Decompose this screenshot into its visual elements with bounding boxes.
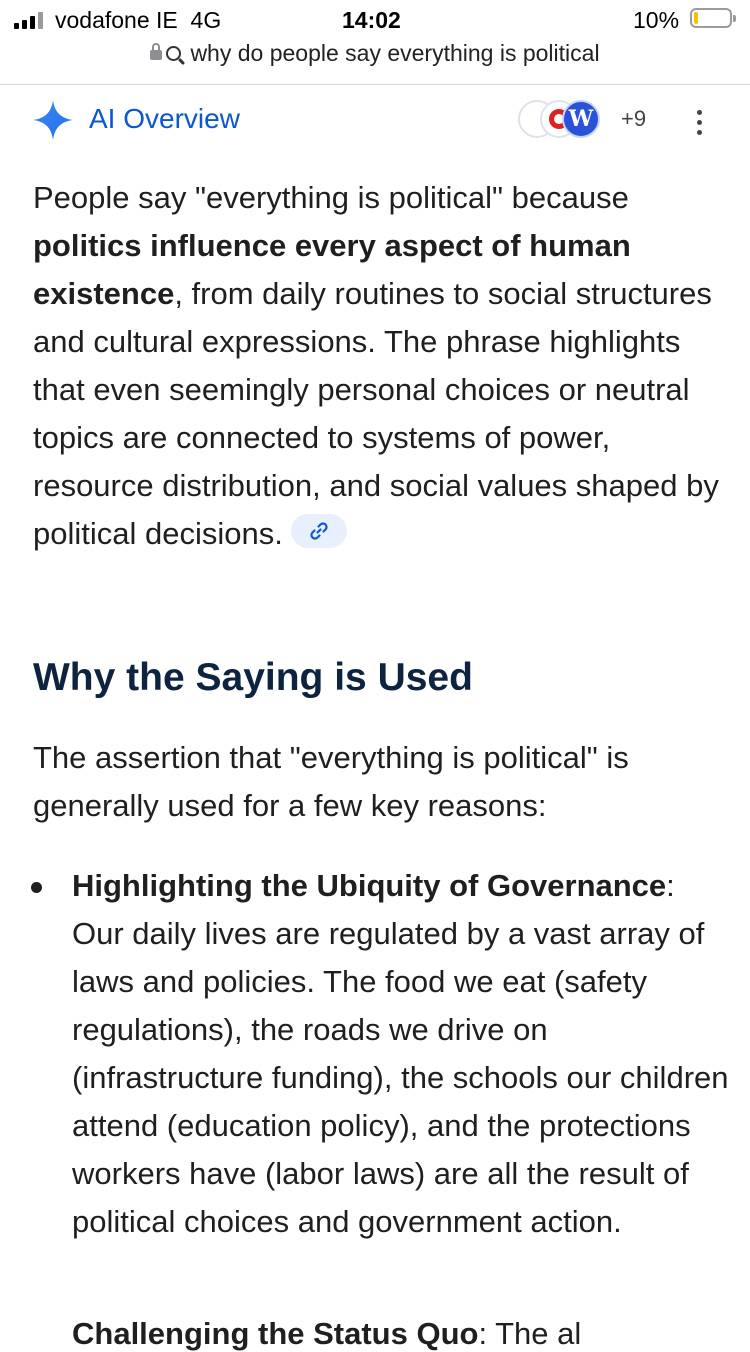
more-options-icon[interactable] — [695, 110, 703, 138]
source-favicons[interactable] — [518, 100, 628, 142]
bullet-text: : The al — [478, 1316, 582, 1351]
list-item-partial — [72, 1316, 581, 1352]
more-sources-count[interactable]: +9 — [621, 106, 647, 131]
clock: 14:02 — [342, 7, 401, 33]
intro-paragraph — [33, 174, 723, 558]
battery-icon — [690, 8, 732, 28]
lock-icon — [150, 50, 162, 60]
url-text: why do people say everything is political — [190, 40, 600, 66]
bullet-marker — [31, 882, 42, 893]
signal-strength-icon — [14, 11, 43, 29]
intro-text: People say "everything is political" because — [33, 180, 629, 215]
section-heading: Why the Saying is Used — [33, 656, 473, 699]
intro-text-rest: , from daily routines to social structures and cultural expressions. The phrase highlights that even seemingly personal choices or neutral topics are connected to systems of power, resource distribution, and social values shaped by political decisions. — [33, 276, 719, 551]
sparkle-icon — [33, 100, 73, 140]
carrier-label: vodafone IE 4G — [55, 7, 222, 33]
battery-percent: 10% — [633, 7, 680, 33]
ai-overview-header — [33, 100, 723, 144]
source-link-button[interactable] — [291, 514, 347, 548]
list-item — [72, 862, 732, 1246]
bullet-text: : Our daily lives are regulated by a vast array of laws and policies. The food we eat (safety regulations), the roads we drive on (infrastructure funding), the schools our children attend (education policy), and the protections workers have (labor laws) are all the result of political choices and government action. — [72, 868, 729, 1239]
link-icon — [309, 521, 329, 541]
source-favicon-wordpress[interactable]: W — [562, 100, 600, 138]
ai-overview-title: AI Overview — [89, 103, 240, 134]
bullet-title: Challenging the Status Quo — [72, 1316, 479, 1351]
lead-paragraph: The assertion that "everything is political" is generally used for a few key reasons: — [33, 740, 629, 823]
intro-bold-text: politics influence every aspect of human existence — [33, 228, 631, 311]
search-icon — [166, 46, 181, 61]
status-bar — [0, 0, 750, 42]
bullet-title: Highlighting the Ubiquity of Governance — [72, 868, 667, 903]
url-display[interactable] — [0, 40, 750, 67]
address-bar[interactable] — [0, 38, 750, 85]
